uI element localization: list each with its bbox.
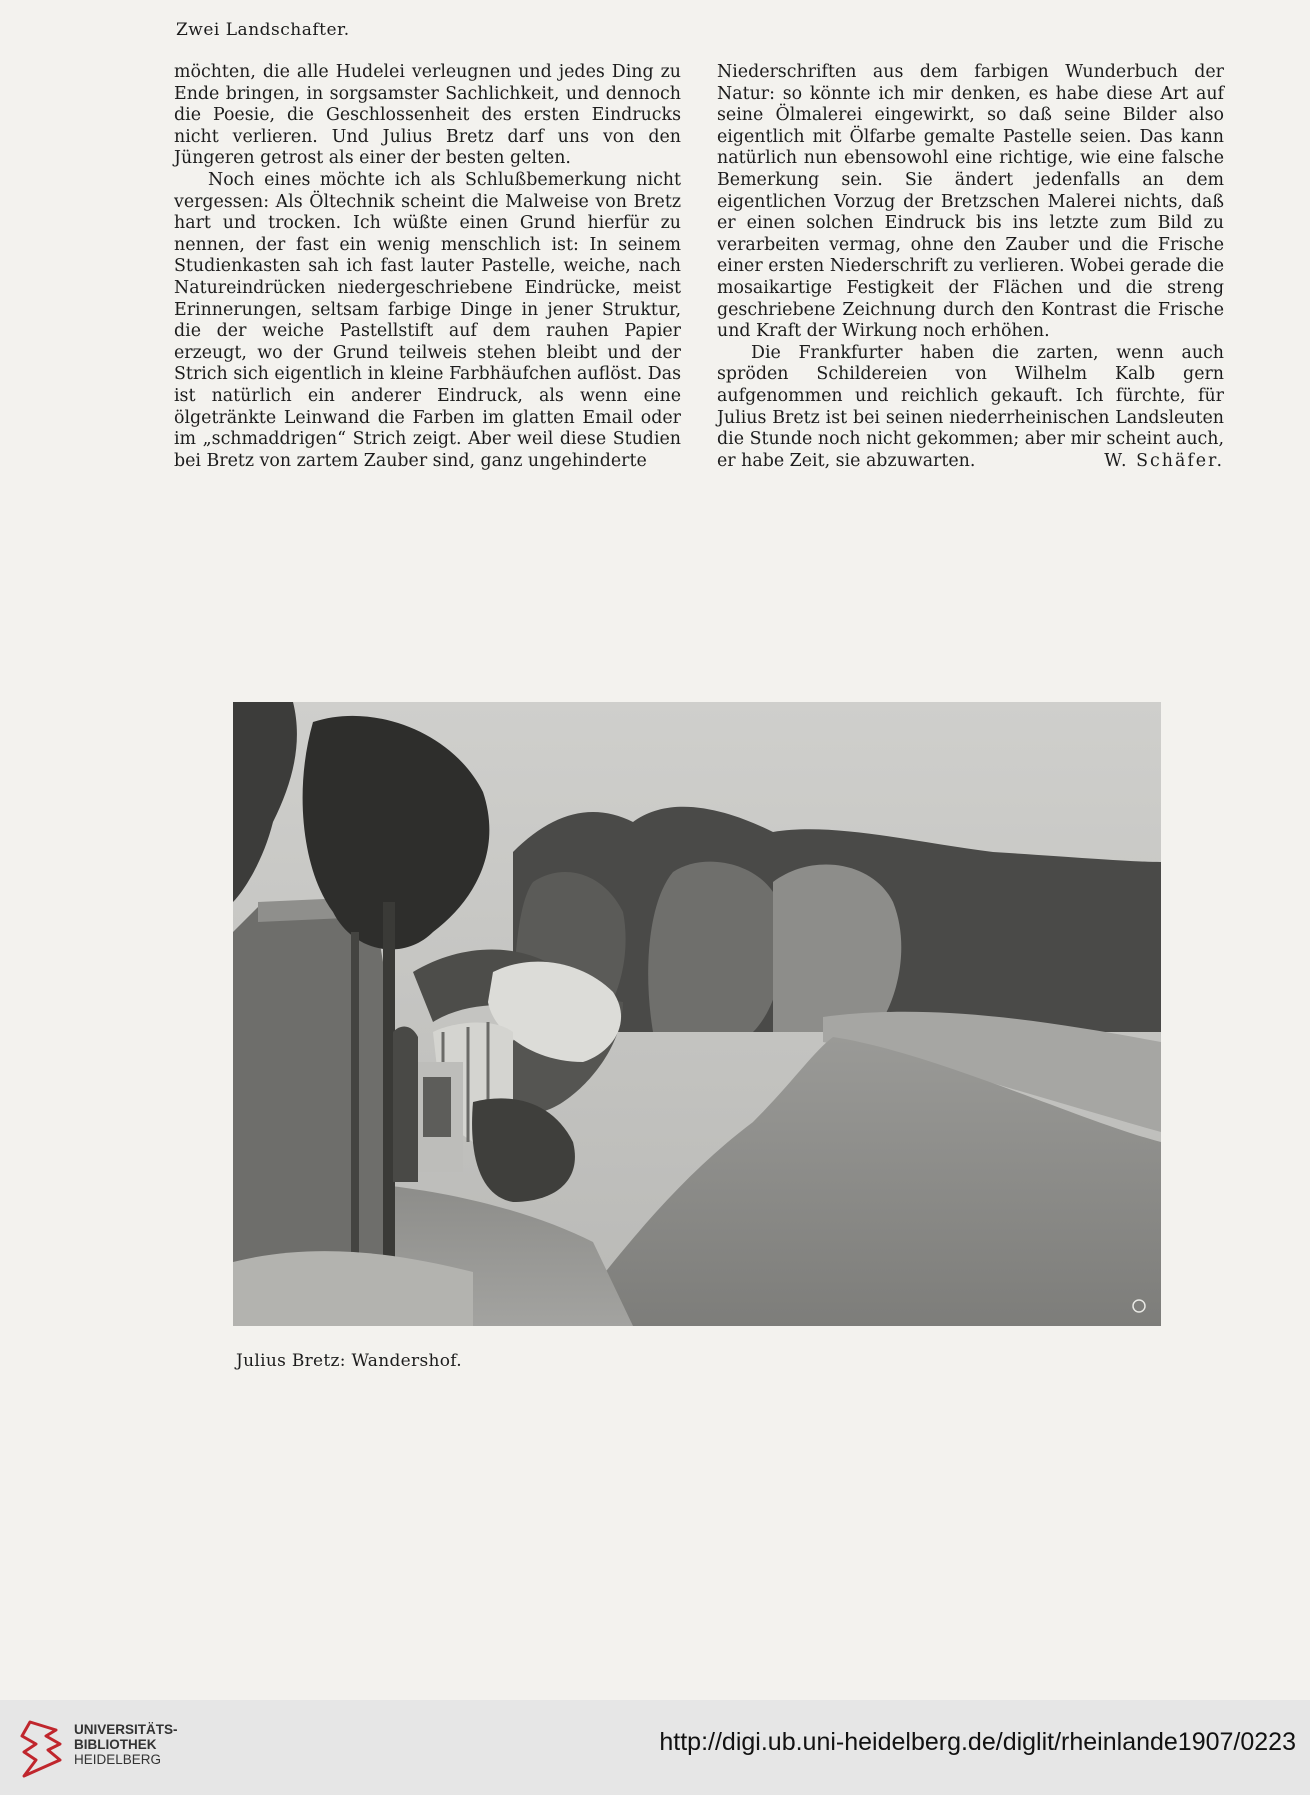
image-caption: Julius Bretz: Wandershof. [236,1351,462,1371]
logo-line: UNIVERSITÄTS- [74,1722,178,1737]
left-text-column [174,62,681,472]
library-logo-icon [16,1716,64,1780]
paragraph: möchten, die alle Hudelei verleugnen und jedes Ding zu Ende bringen, in sorgsamster Sachlichkeit, und dennoch die Poesie, die Geschlossenheit des ersten Eindrucks nicht verlieren. Und Julius Bretz darf uns von den Jüngeren getrost als einer der besten gelten. [174,62,681,169]
logo-line: BIBLIOTHEK [74,1737,157,1752]
paragraph [717,343,1224,473]
paragraph: Noch eines möchte ich als Schlußbemerkung nicht vergessen: Als Öltechnik scheint die Malweise von Bretz hart und trocken. Ich wüßte einen Grund hierfür zu nennen, der fast ein wenig menschlich ist: In seinem Studienkasten sah ich fast lauter Pastelle, weiche, nach Natureindrücken niedergeschriebene Eindrücke, meist Erinnerungen, seltsam farbige Dinge in jener Struktur, die der weiche Pastellstift auf dem rauhen Papier erzeugt, wo der Grund teilweis stehen bleibt und der Strich sich eigentlich in kleine Farbhäufchen auflöst. Das ist natürlich ein anderer Eindruck, als wenn eine ölgetränkte Leinwand die Farben im glatten Email oder im „schmaddrigen“ Strich zeigt. Aber weil diese Studien bei Bretz von zartem Zauber sind, ganz ungehinderte [174,169,681,471]
painting-reproduction [233,702,1161,1326]
source-url[interactable]: http://digi.ub.uni-heidelberg.de/diglit/rheinlande1907/0223 [659,1728,1296,1756]
library-footer [0,1700,1310,1795]
right-text-column [717,62,1224,472]
logo-line: HEIDELBERG [74,1752,162,1767]
paragraph: Niederschriften aus dem farbigen Wunderbuch der Natur: so könnte ich mir denken, es habe diese Art auf seine Ölmalerei eingewirkt, so daß seine Bilder also eigentlich mit Ölfarbe gemalte Pastelle seien. Das kann natürlich nun ebensowohl eine richtige, wie eine falsche Bemerkung sein. Sie ändert jedenfalls an dem eigentlichen Vorzug der Bretzschen Malerei nichts, daß er einen solchen Eindruck bis ins letzte zum Bild zu verarbeiten vermag, ohne den Zauber und die Frische einer ersten Niederschrift zu verlieren. Wobei gerade die mosaikartige Festigkeit der Flächen und die streng geschriebene Zeichnung durch den Kontrast die Frische und Kraft der Wirkung noch erhöhen. [717,62,1224,342]
paragraph-text: Die Frankfurter haben die zarten, wenn auch spröden Schildereien von Wilhelm Kalb gern aufgenommen und reichlich gekauft. Ich fürchte, für Julius Bretz ist bei seinen niederrheinischen Landsleuten die Stunde noch nicht gekommen; aber mir scheint auch, er habe Zeit, sie abzuwarten. [717,342,1224,471]
author-signature: W. Schäfer. [1104,450,1224,471]
landscape-painting-image [233,702,1161,1326]
library-logo-text [74,1722,178,1767]
running-head: Zwei Landschafter. [176,20,350,40]
